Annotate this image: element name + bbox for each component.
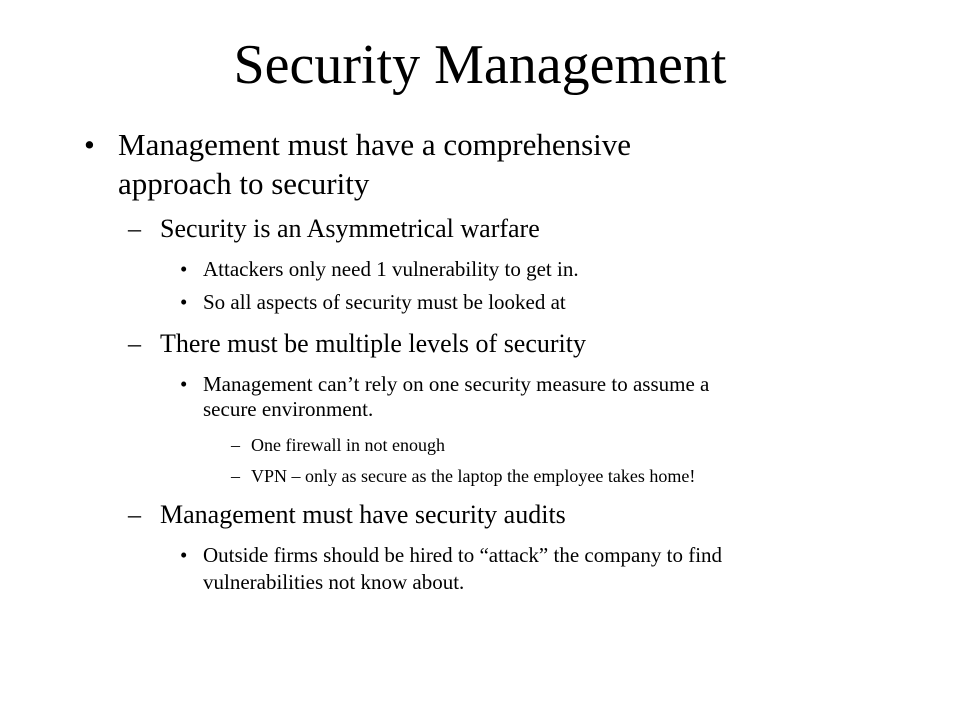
bullet-marker-row	[180, 290, 187, 315]
bullet-text: Management can’t rely on one security measure to assume a	[203, 372, 710, 396]
bullet-text: vulnerabilities not know about.	[203, 570, 465, 594]
bullet-text-line	[251, 434, 445, 456]
bullet-text: secure environment.	[203, 397, 374, 421]
bullet-marker-row	[231, 434, 240, 456]
dash-marker: –	[128, 500, 141, 529]
bullet-marker: •	[180, 257, 188, 281]
bullet-text-line	[118, 127, 631, 163]
dash-marker: –	[231, 435, 240, 455]
bullet-marker: •	[180, 290, 188, 314]
bullet-marker-row	[128, 329, 141, 359]
bullet-marker-row	[231, 465, 240, 487]
bullet-text-line	[203, 397, 373, 422]
bullet-text: Outside firms should be hired to “attack” the company to find	[203, 543, 723, 567]
bullet-marker-row	[180, 543, 187, 568]
bullet-text-line	[203, 570, 464, 595]
dash-marker: –	[128, 329, 141, 358]
bullet-text: One firewall in not enough	[251, 435, 445, 455]
dash-marker: –	[128, 214, 141, 243]
bullet-text-line	[160, 214, 540, 244]
bullet-marker-row	[128, 214, 141, 244]
bullet-marker: •	[180, 543, 188, 567]
bullet-text-line	[203, 257, 579, 282]
bullet-text: approach to security	[118, 166, 370, 201]
bullet-marker-row	[128, 500, 141, 530]
bullet-text: Security is an Asymmetrical warfare	[160, 214, 540, 243]
bullet-text-line	[160, 500, 566, 530]
bullet-text: So all aspects of security must be looked at	[203, 290, 566, 314]
bullet-text-line	[203, 543, 722, 568]
bullet-text-line	[118, 166, 369, 202]
bullet-text-line	[203, 290, 566, 315]
dash-marker: –	[231, 466, 240, 486]
bullet-text: Management must have a comprehensive	[118, 127, 632, 162]
bullet-text: There must be multiple levels of security	[160, 329, 586, 358]
bullet-text-line	[251, 465, 695, 487]
bullet-marker: •	[84, 127, 95, 162]
bullet-text-line	[203, 372, 709, 397]
slide-title: Security Management	[233, 34, 727, 96]
bullet-text: VPN – only as secure as the laptop the employee takes home!	[251, 466, 696, 486]
bullet-marker: •	[180, 372, 188, 396]
bullet-text: Attackers only need 1 vulnerability to get in.	[203, 257, 579, 281]
bullet-marker-row	[180, 372, 187, 397]
bullet-text-line	[160, 329, 586, 359]
bullet-text: Management must have security audits	[160, 500, 566, 529]
bullet-marker-row	[180, 257, 187, 282]
